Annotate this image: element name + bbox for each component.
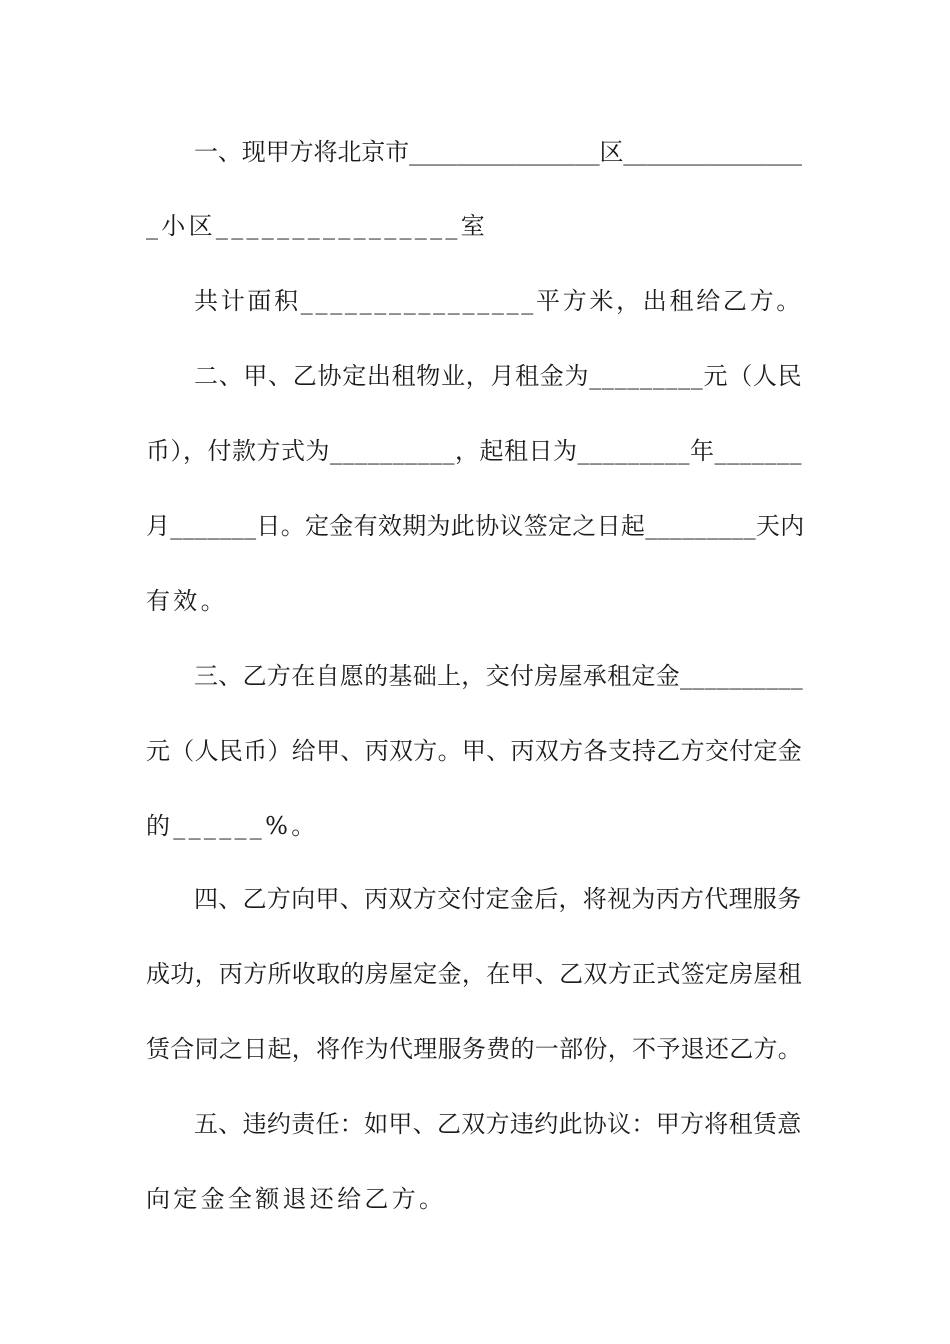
clause-3-line-3: 的______%。 xyxy=(146,812,319,840)
clause-2-line-4: 有效。 xyxy=(146,587,228,615)
clause-2-line-1: 二、甲、乙协定出租物业，月租金为_________元（人民 xyxy=(194,362,803,390)
clause-2-line-2: 币），付款方式为__________，起租日为_________年_______ xyxy=(146,437,802,465)
clause-3-line-1: 三、乙方在自愿的基础上，交付房屋承租定金__________ xyxy=(194,662,803,690)
clause-1-line-1: 一、现甲方将北京市________________区_______________ xyxy=(194,138,802,166)
clause-5-line-1: 五、违约责任：如甲、乙双方违约此协议：甲方将租赁意 xyxy=(194,1110,802,1138)
clause-1-line-3: 共计面积________________平方米，出租给乙方。 xyxy=(194,287,803,315)
clause-5-line-2: 向定金全额退还给乙方。 xyxy=(146,1185,447,1213)
clause-1-line-2: _小区________________室 xyxy=(146,212,488,240)
clause-4-line-2: 成功，丙方所收取的房屋定金，在甲、乙双方正式签定房屋租 xyxy=(146,960,803,988)
clause-4-line-3: 赁合同之日起，将作为代理服务费的一部份，不予退还乙方。 xyxy=(146,1035,803,1063)
clause-4-line-1: 四、乙方向甲、丙双方交付定金后，将视为丙方代理服务 xyxy=(194,885,802,913)
clause-2-line-3: 月_______日。定金有效期为此协议签定之日起_________天内 xyxy=(146,512,805,540)
clause-3-line-2: 元（人民币）给甲、丙双方。甲、丙双方各支持乙方交付定金 xyxy=(146,737,803,765)
